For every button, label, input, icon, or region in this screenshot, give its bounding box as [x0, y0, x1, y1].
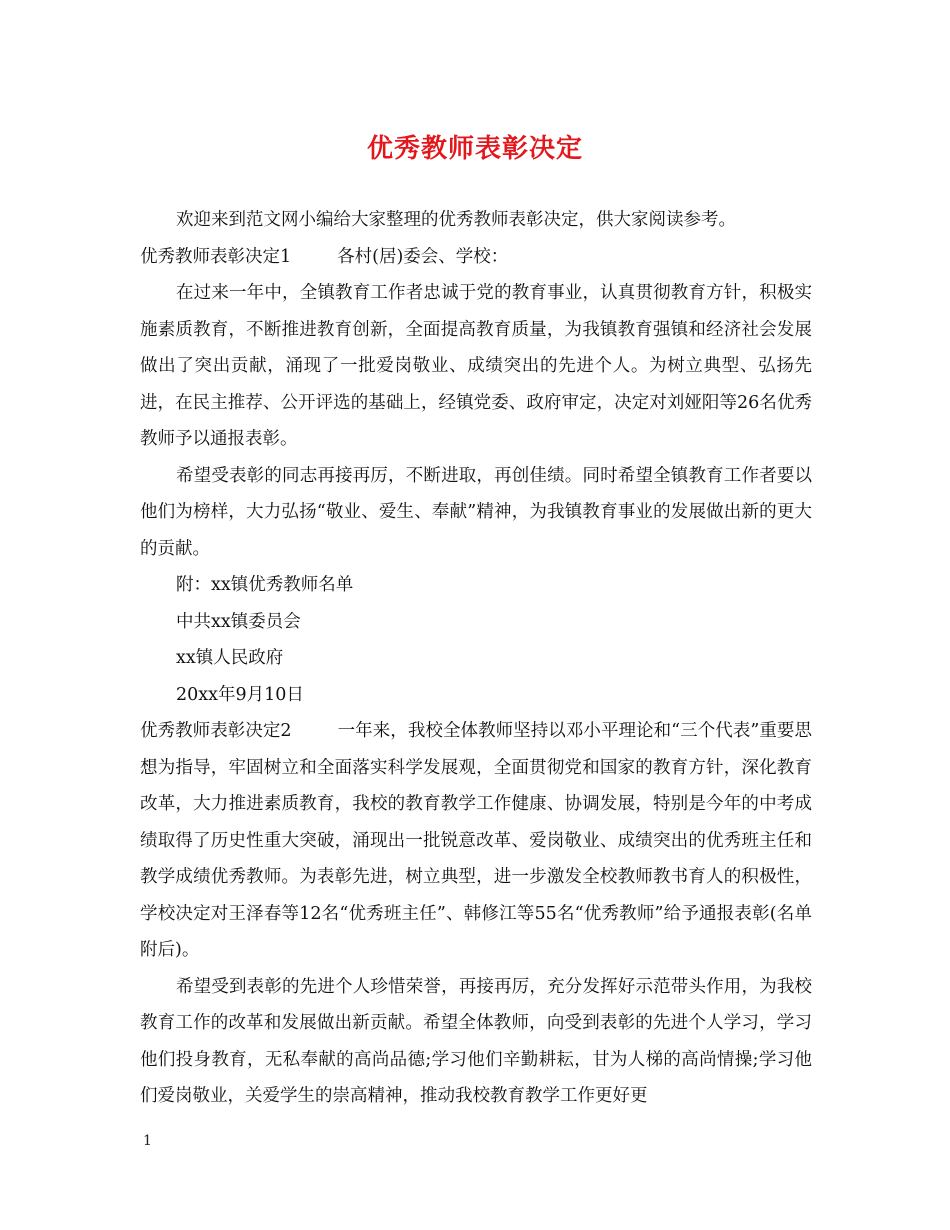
section1-heading: 优秀教师表彰决定1 — [140, 246, 292, 267]
section2-paragraph-2: 希望受到表彰的先进个人珍惜荣誉，再接再厉，充分发挥好示范带头作用，为我校教育工作的改革和发展做出新贡献。希望全体教师，向受到表彰的先进个人学习，学习他们投身教育，无私奉献的高尚品德;学习他们辛勤耕耘，甘为人梯的高尚情操;学习他们爱岗敬业，关爱学生的崇高精神，推动我校教育教学工作更好更 — [140, 976, 812, 1106]
attachment-note: 附：xx镇优秀教师名单 — [176, 575, 354, 595]
section2-paragraph-1: 一年来，我校全体教师坚持以邓小平理论和“三个代表”重要思想为指导，牢固树立和全面落实科学发展观，全面贯彻党和国家的教育方针，深化教育改革，大力推进素质教育，我校的教育教学工作健康、协调发展，特别是今年的中考成绩取得了历史性重大突破，涌现出一批锐意改革、爱岗敬业、成绩突出的优秀班主任和教学成绩优秀教师。为表彰先进，树立典型，进一步激发全校教师教书育人的积极性，学校决定对王泽春等12名“优秀班主任”、韩修江等55名“优秀教师”给予通报表彰(名单附后)。 — [140, 721, 812, 960]
section1-paragraph-2: 希望受表彰的同志再接再厉，不断进取，再创佳绩。同时希望全镇教育工作者要以他们为榜样，大力弘扬“敬业、爱生、奉献”精神，为我镇教育事业的发展做出新的更大的贡献。 — [140, 465, 812, 559]
signature-date: 20xx年9月10日 — [176, 684, 304, 705]
signature-government: xx镇人民政府 — [176, 648, 284, 668]
section1-opening — [140, 239, 812, 276]
section1-paragraph-1: 在过来一年中，全镇教育工作者忠诚于党的教育事业，认真贯彻教育方针，积极实施素质教育，不断推进教育创新，全面提高教育质量，为我镇教育强镇和经济社会发展做出了突出贡献，涌现了一批爱岗敬业、成绩突出的先进个人。为树立典型、弘扬先进，在民主推荐、公开评选的基础上，经镇党委、政府审定，决定对刘娅阳等26名优秀教师予以通报表彰。 — [140, 283, 812, 449]
document-title: 优秀教师表彰决定 — [366, 134, 583, 164]
section2-opening-paragraph — [140, 713, 812, 969]
intro-paragraph: 欢迎来到范文网小编给大家整理的优秀教师表彰决定，供大家阅读参考。 — [176, 210, 736, 230]
section2-heading: 优秀教师表彰决定2 — [140, 721, 292, 741]
signature-party-committee: 中共xx镇委员会 — [176, 611, 301, 632]
section1-salutation: 各村(居)委会、学校： — [337, 246, 509, 267]
page-number: 1 — [143, 1133, 152, 1149]
document-body — [140, 202, 812, 1115]
